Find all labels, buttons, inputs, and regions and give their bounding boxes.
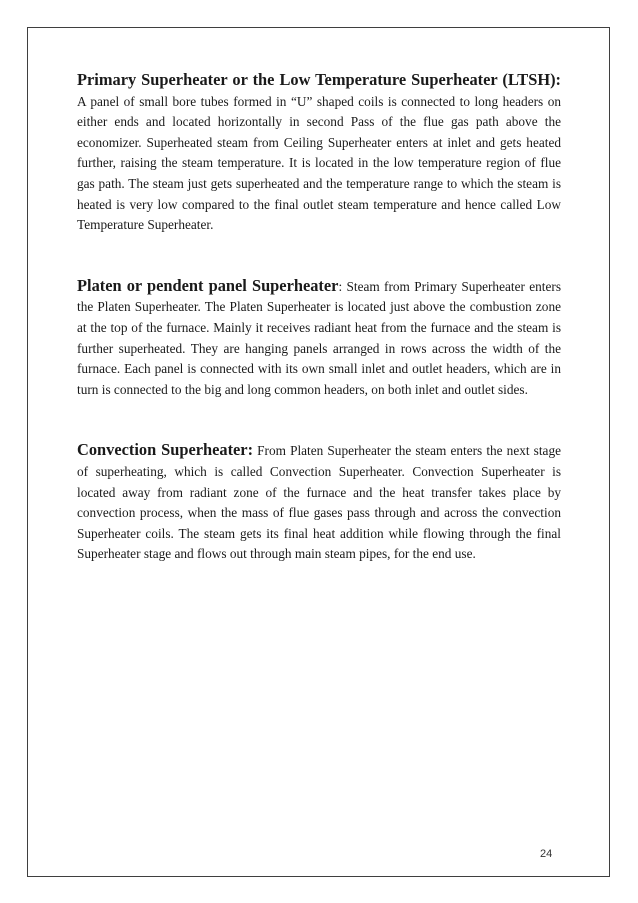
document-body (77, 70, 561, 565)
section-text: : Steam from Primary Superheater enters the Platen Superheater. The Platen Superheater is located just above the combustion zone at the top of the furnace. Mainly it receives radiant heat from the furnace and the steam is further superheated. They are hanging panels arranged in rows across the width of the furnace. Each panel is connected with its own small inlet and outlet headers, which are in turn is connected to the big and long common headers, on both inlet and outlet sides. (77, 278, 561, 397)
section-heading: Primary Superheater or the Low Temperature Superheater (LTSH): (77, 70, 561, 89)
section-platen-superheater (77, 276, 561, 401)
section-convection-superheater (77, 440, 561, 565)
section-heading: Convection Superheater: (77, 440, 254, 460)
section-text: A panel of small bore tubes formed in “U” shaped coils is connected to long headers on either ends and located horizontally in second Pass of the flue gas path above the economizer. Superheated steam from Ceiling Superheater enters at inlet and gets heated further, raising the steam temperature. It is located in the low temperature region of flue gas path. The steam just gets superheated and the temperature range to which the steam is heated is very low compared to the final outlet steam temperature and hence called Low Temperature Superheater. (77, 93, 561, 233)
section-primary-superheater (77, 70, 561, 236)
section-heading: Platen or pendent panel Superheater (77, 275, 339, 295)
section-text: From Platen Superheater the steam enters the next stage of superheating, which is called Convection Superheater. Convection Superheater is located away from radiant zone of the furnace and the heat transfer takes place by convection process, when the mass of flue gases pass through and across the convection Superheater coils. The steam gets its final heat addition while flowing through the final Superheater stage and flows out through main steam pipes, for the end use. (77, 443, 561, 562)
page-number: 24 (540, 848, 553, 860)
